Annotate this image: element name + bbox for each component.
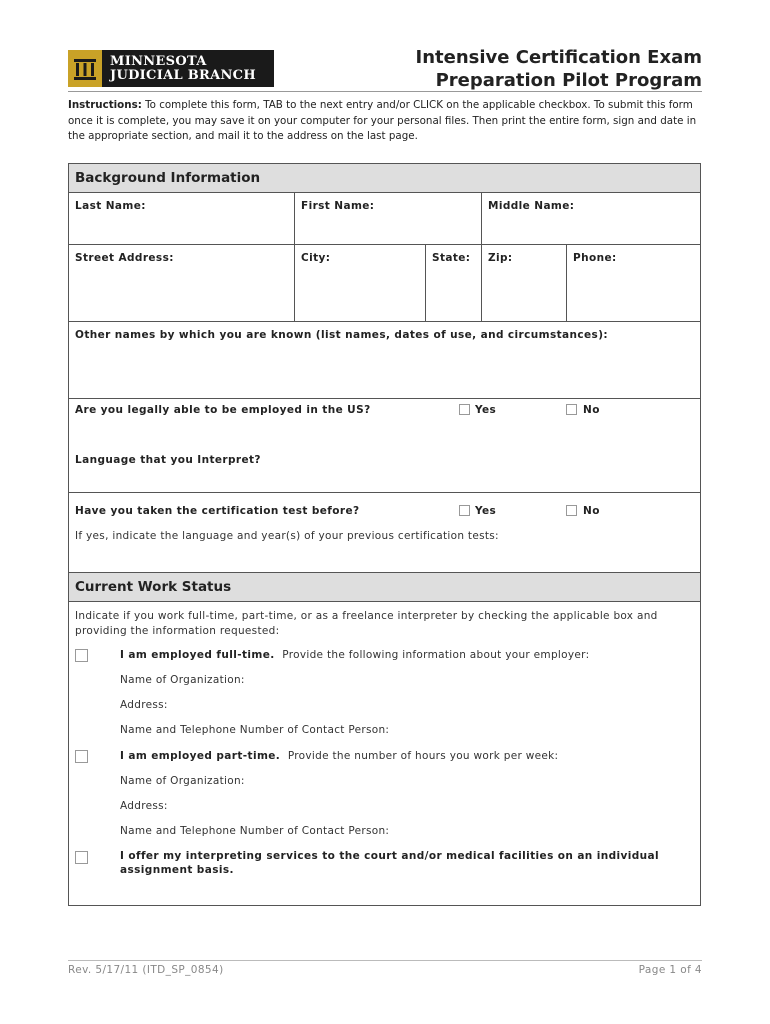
full-time-org-label: Name of Organization: bbox=[120, 674, 245, 686]
street-address-field[interactable] bbox=[69, 245, 295, 321]
employment-question: Are you legally able to be employed in the US? bbox=[75, 404, 371, 416]
full-time-text bbox=[120, 649, 589, 661]
instructions-lead: Instructions: bbox=[68, 99, 142, 111]
part-time-label: I am employed part-time. bbox=[120, 750, 281, 762]
address-row bbox=[69, 245, 700, 322]
first-name-label: First Name: bbox=[301, 200, 375, 212]
part-time-org-label: Name of Organization: bbox=[120, 775, 245, 787]
full-time-instruction: Provide the following information about your employer: bbox=[282, 649, 590, 661]
state-label: State: bbox=[432, 252, 471, 264]
employment-yes-checkbox[interactable] bbox=[459, 404, 470, 415]
previous-tests-label: If yes, indicate the language and year(s) of your previous certification tests: bbox=[75, 530, 499, 542]
city-field[interactable] bbox=[295, 245, 426, 321]
employment-no-label: No bbox=[583, 404, 600, 416]
logo-line-1: MINNESOTA bbox=[110, 53, 207, 69]
background-section bbox=[68, 163, 701, 573]
middle-name-field[interactable] bbox=[482, 193, 700, 244]
background-divider bbox=[69, 492, 700, 493]
full-time-checkbox[interactable] bbox=[75, 649, 88, 662]
full-time-address-label: Address: bbox=[120, 699, 168, 711]
certification-question: Have you taken the certification test before? bbox=[75, 505, 360, 517]
footer-divider bbox=[68, 960, 702, 961]
work-status-section bbox=[68, 572, 701, 906]
language-question: Language that you Interpret? bbox=[75, 454, 261, 466]
title-line-2: Preparation Pilot Program bbox=[435, 70, 702, 91]
phone-field[interactable] bbox=[567, 245, 700, 321]
part-time-text bbox=[120, 750, 558, 762]
revision-label: Rev. 5/17/11 (ITD_SP_0854) bbox=[68, 964, 224, 976]
part-time-checkbox[interactable] bbox=[75, 750, 88, 763]
certification-yes-checkbox[interactable] bbox=[459, 505, 470, 516]
certification-no-label: No bbox=[583, 505, 600, 517]
courthouse-icon bbox=[68, 50, 102, 87]
zip-label: Zip: bbox=[488, 252, 513, 264]
last-name-field[interactable] bbox=[69, 193, 295, 244]
phone-label: Phone: bbox=[573, 252, 617, 264]
first-name-field[interactable] bbox=[295, 193, 482, 244]
part-time-contact-label: Name and Telephone Number of Contact Person: bbox=[120, 825, 390, 837]
state-field[interactable] bbox=[426, 245, 482, 321]
part-time-address-label: Address: bbox=[120, 800, 168, 812]
name-row bbox=[69, 193, 700, 245]
work-status-intro: Indicate if you work full-time, part-time, or as a freelance interpreter by checking the applicable box and providing the information requested: bbox=[75, 610, 658, 637]
certification-no-checkbox[interactable] bbox=[566, 505, 577, 516]
full-time-contact-label: Name and Telephone Number of Contact Person: bbox=[120, 724, 390, 736]
last-name-label: Last Name: bbox=[75, 200, 146, 212]
part-time-instruction: Provide the number of hours you work per week: bbox=[287, 750, 559, 762]
court-logo bbox=[68, 50, 274, 87]
page-title bbox=[416, 46, 703, 92]
other-names-row[interactable] bbox=[69, 322, 700, 399]
employment-no-checkbox[interactable] bbox=[566, 404, 577, 415]
page-number: Page 1 of 4 bbox=[638, 964, 702, 976]
title-line-1: Intensive Certification Exam bbox=[415, 47, 702, 68]
logo-line-2: JUDICIAL BRANCH bbox=[110, 67, 256, 83]
certification-yes-label: Yes bbox=[475, 505, 497, 517]
middle-name-label: Middle Name: bbox=[488, 200, 575, 212]
freelance-label: I offer my interpreting services to the court and/or medical facilities on an individual assignment basis. bbox=[120, 850, 660, 876]
freelance-checkbox[interactable] bbox=[75, 851, 88, 864]
background-heading: Background Information bbox=[69, 164, 700, 193]
instructions bbox=[68, 98, 702, 145]
employment-yes-label: Yes bbox=[475, 404, 497, 416]
title-divider bbox=[68, 91, 702, 92]
other-names-label: Other names by which you are known (list names, dates of use, and circumstances): bbox=[75, 329, 608, 341]
zip-field[interactable] bbox=[482, 245, 567, 321]
city-label: City: bbox=[301, 252, 331, 264]
work-status-heading: Current Work Status bbox=[69, 573, 700, 602]
street-address-label: Street Address: bbox=[75, 252, 174, 264]
full-time-label: I am employed full-time. bbox=[120, 649, 275, 661]
instructions-text: To complete this form, TAB to the next entry and/or CLICK on the applicable checkbox. To submit this form once it is complete, you may save it on your computer for your personal files. Then print the entire form, sign and date in the appropriate section, and mail it to the address on the last page. bbox=[68, 99, 697, 142]
